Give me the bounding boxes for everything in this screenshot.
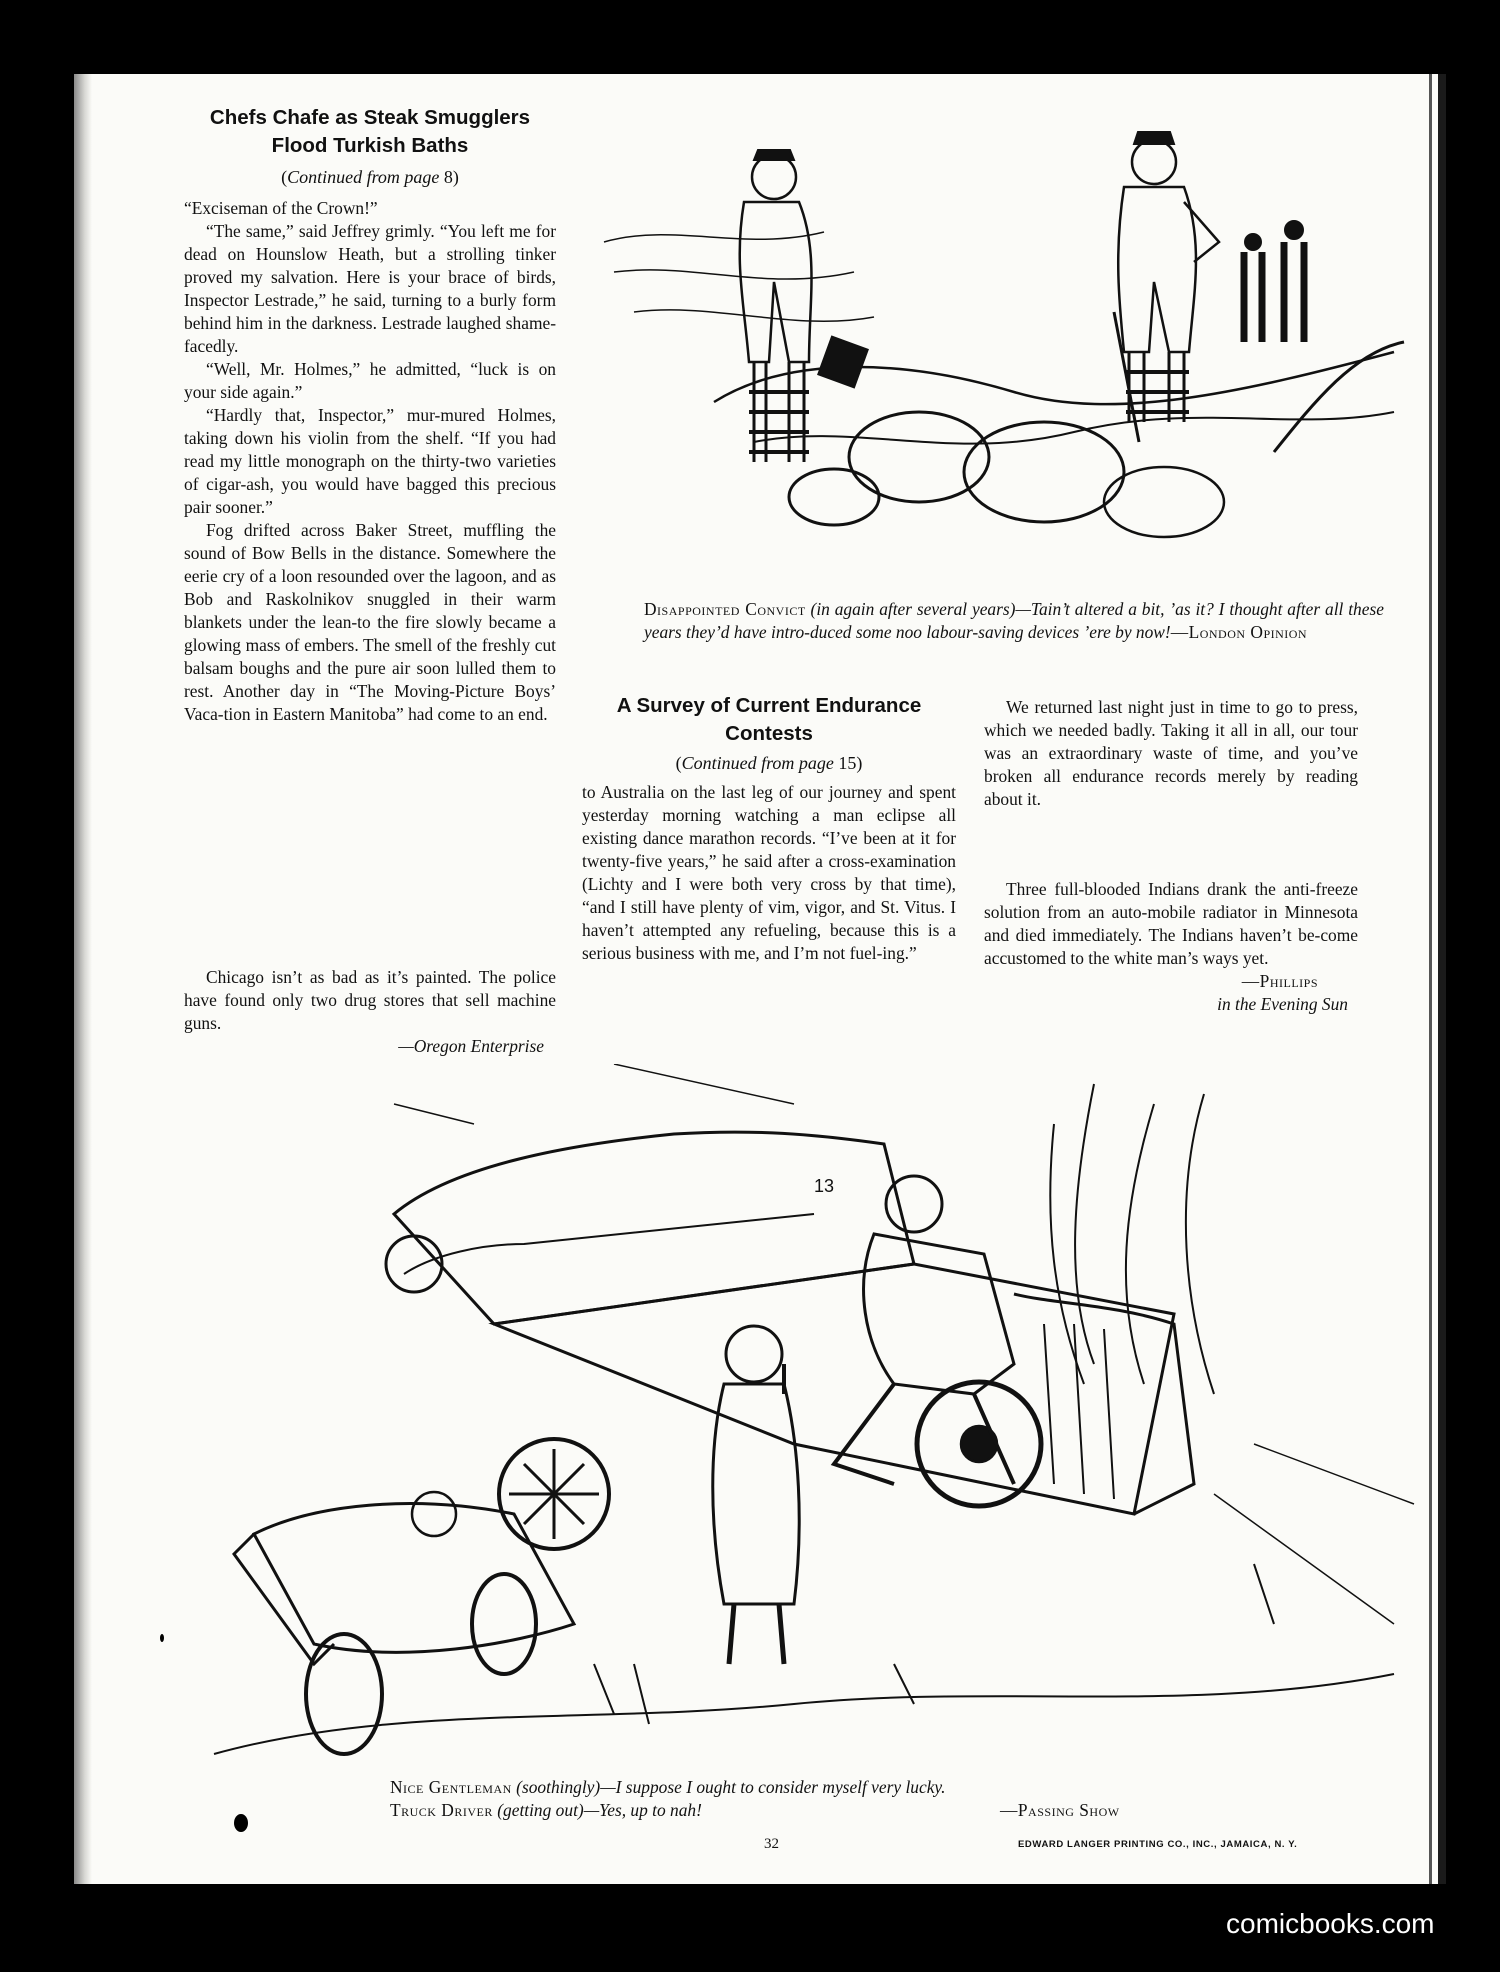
article-chefs-chafe [184, 104, 556, 726]
caption-direction: (in again after several years) [810, 599, 1016, 619]
article-endurance-continued [984, 696, 1358, 811]
filler-text: Three full-blooded Indians drank the anti-freeze solution from an auto-mobile radiator in Minnesota and died immediately. The Indians haven’t be-come accustomed to the white man’s ways yet. [984, 879, 1358, 968]
caption-source: —Passing Show [1000, 1800, 1120, 1820]
binding-shadow [74, 74, 92, 1884]
caption-quote: —Tain’t altered a bit, ’as it? I thought after all these years they’d have intro-duced some noo labour-saving devices ’ere by now! [644, 599, 1384, 642]
paragraph: We returned last night just in time to go to press, which we needed badly. Taking it all in all, our tour was an extraordinary waste of time, and you’ve broken all endurance records merely by reading about it. [984, 697, 1358, 809]
filler-attribution: —Phillips [1241, 971, 1318, 991]
truck-crash-cartoon [194, 1064, 1424, 1784]
article-endurance [582, 692, 956, 965]
magazine-page [74, 74, 1446, 1884]
caption-line-2: Truck Driver (getting out)—Yes, up to nah! —Passing Show [390, 1800, 1120, 1820]
page-edge-line [1429, 74, 1432, 1884]
printer-imprint: EDWARD LANGER PRINTING CO., INC., JAMAICA, N. Y. [1018, 1839, 1298, 1850]
caption-line-1: Nice Gentleman (soothingly)—I suppose I ought to consider myself very lucky. [390, 1777, 946, 1797]
paragraph: “The same,” said Jeffrey grimly. “You left me for dead on Hounslow Heath, but a strolling tinker proved my salvation. Here is your brace of birds, Inspector Lestrade,” he said, turning to a burly form behind him in the darkness. Lestrade laughed shame-facedly. [184, 221, 556, 356]
continued-note: (Continued from page 8) [281, 167, 459, 187]
paragraph: Fog drifted across Baker Street, muffling the sound of Bow Bells in the distance. Somewhere the eerie cry of a loon resounded over the lagoon, and as Bob and Raskolnikov snuggled in their warm blankets under the lean-to the fire slowly became a glowing mass of embers. The smell of the freshly cut balsam boughs and the pure air soon lulled them to rest. Another day in “The Moving-Picture Boys’ Vaca-tion in Eastern Manitoba” had come to an end. [184, 520, 556, 724]
paragraph: “Hardly that, Inspector,” mur-mured Holmes, taking down his violin from the shelf. “If you had read my little monograph on the thirty-two varieties of cigar-ash, you would have bagged this precious pair sooner.” [184, 405, 556, 517]
page-edge [1438, 74, 1446, 1884]
article-title: A Survey of Current Endurance Contests [616, 694, 922, 745]
article-title: Chefs Chafe as Steak Smugglers Flood Turkish Baths [209, 106, 531, 157]
convict-cartoon [594, 102, 1414, 557]
continued-note: (Continued from page 15) [675, 753, 863, 773]
filler-source: in the Evening Sun [1217, 994, 1348, 1014]
truck-caption [390, 1776, 1290, 1822]
truck-plate-number: 13 [814, 1176, 835, 1196]
caption-source: —London Opinion [1170, 622, 1308, 642]
page-number: 32 [764, 1836, 779, 1852]
paragraph: to Australia on the last leg of our journey and spent yesterday morning watching a man eclipse all existing dance marathon records. “I’ve been at it for twenty-five years,” he said after a cross-examination (Lichty and I were both very cross by that time), “and I still have plenty of vim, vigor, and St. Vitus. I haven’t attempted any refueling, because this is a serious business with me, and I’m not fuel-ing.” [582, 782, 956, 963]
filler-chicago [184, 966, 556, 1058]
ink-smudge [234, 1814, 248, 1832]
paragraph: “Exciseman of the Crown!” [184, 198, 378, 218]
watermark: comicbooks.com [1226, 1908, 1435, 1939]
paragraph: “Well, Mr. Holmes,” he admitted, “luck is on your side again.” [184, 359, 556, 402]
filler-attribution: —Oregon Enterprise [398, 1036, 544, 1056]
caption-speaker: Disappointed Convict [644, 599, 806, 619]
convict-caption [644, 598, 1384, 644]
filler-indians [984, 878, 1358, 1016]
filler-text: Chicago isn’t as bad as it’s painted. The police have found only two drug stores that sell machine guns. [184, 967, 556, 1033]
ink-dot [160, 1634, 164, 1642]
